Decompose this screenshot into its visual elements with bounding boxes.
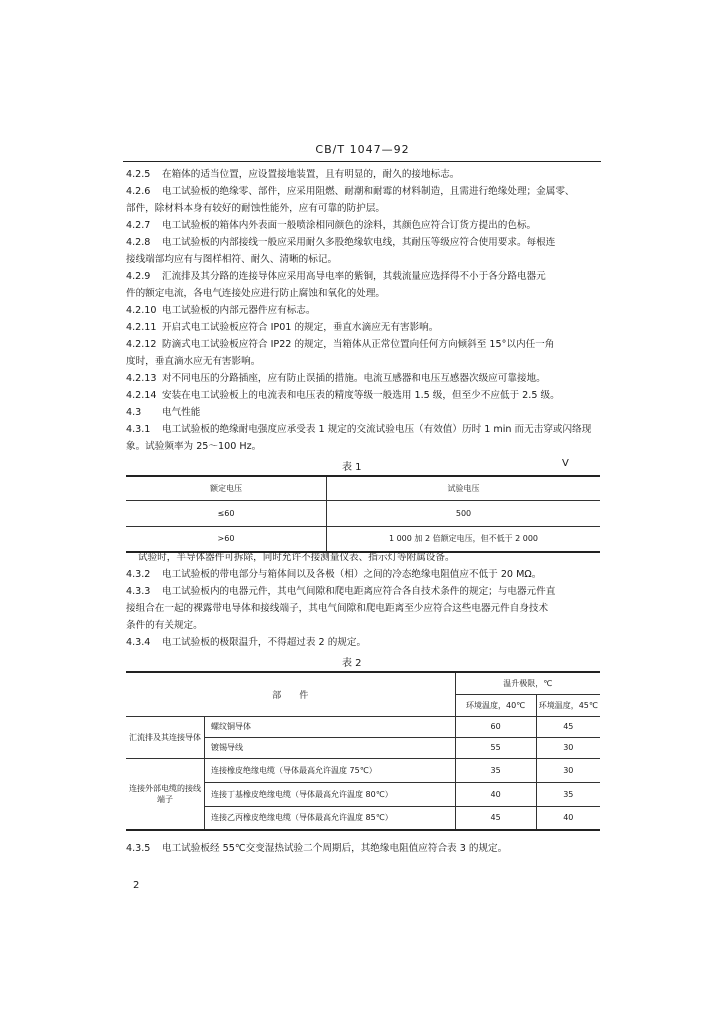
clause-text: 度时，垂直滴水应无有害影响。	[126, 356, 261, 367]
body-text-section-2	[126, 549, 610, 651]
clause-line	[126, 566, 598, 583]
table2-header-temp-rise: 温升极限，℃	[455, 672, 600, 694]
clause-number: 4.2.10	[126, 305, 157, 316]
table1-unit: V	[562, 458, 569, 469]
table2-cell: 40	[536, 806, 600, 830]
clause-number: 4.2.5	[126, 169, 151, 180]
clause-number: 4.3.5	[126, 843, 151, 854]
clause-text: 电工试验板内的电器元件，其电气间隙和爬电距离应符合各自技术条件的规定；与电器元件直	[162, 586, 556, 597]
clause-line	[126, 166, 598, 183]
table2-cell: 55	[455, 737, 536, 758]
clause-number: 4.2.9	[126, 271, 151, 282]
clause-number: 4.2.12	[126, 339, 157, 350]
table2-header-part: 部 件	[126, 672, 455, 716]
clause-text: 电工试验板的内部元器件应有标志。	[162, 305, 316, 316]
clause-number: 4.2.14	[126, 390, 157, 401]
clause-number: 4.2.11	[126, 322, 157, 333]
clause-number: 4.3	[126, 407, 142, 418]
header-rule	[123, 161, 601, 162]
body-text-section-1	[126, 166, 598, 455]
table2-cell: 60	[455, 716, 536, 737]
clause-text: 安装在电工试验板上的电流表和电压表的精度等级一般选用 1.5 级，但至少不应低于 2.5 级。	[162, 390, 560, 401]
clause-line	[126, 387, 598, 404]
page-number: 2	[133, 880, 140, 891]
table2-row-label: 连接丁基橡皮绝缘电缆（导体最高允许温度 80℃）	[205, 782, 456, 806]
table2-caption: 表 2	[342, 658, 362, 669]
clause-line	[126, 268, 598, 285]
clause-line	[126, 217, 598, 234]
clause-continuation-line	[126, 285, 598, 302]
clause-line	[126, 370, 598, 387]
clause-line	[126, 234, 598, 251]
table2-cell: 35	[455, 758, 536, 782]
clause-text: 防滴式电工试验板应符合 IP22 的规定，当箱体从正常位置向任何方向倾斜至 15°以内任一角	[162, 339, 555, 350]
clause-number: 4.2.6	[126, 186, 151, 197]
clause-number: 4.3.4	[126, 637, 151, 648]
table2-cell: 30	[536, 758, 600, 782]
table2-group-terminals: 连接外部电缆的接线端子	[126, 758, 205, 830]
clause-line	[126, 549, 610, 566]
table2-cell: 45	[536, 716, 600, 737]
clause-line	[126, 634, 598, 651]
table2-row-label: 连接橡皮绝缘电缆（导体最高允许温度 75℃）	[205, 758, 456, 782]
clause-number: 4.3.3	[126, 586, 151, 597]
clause-continuation-line	[126, 200, 598, 217]
clause-text: 电工试验板的极限温升，不得超过表 2 的规定。	[162, 637, 367, 648]
clause-line	[126, 336, 598, 353]
clause-continuation-line	[126, 438, 598, 455]
table1-cell: 500	[327, 500, 601, 526]
clause-text: 接组合在一起的裸露带电导体和接线端子，其电气间隙和爬电距离至少应符合这些电器元件自身技术	[126, 603, 549, 614]
clause-text: 条件的有关规定。	[126, 620, 203, 631]
clause-number: 4.3.2	[126, 569, 151, 580]
table2-row-label: 螺纹铜导体	[205, 716, 456, 737]
clause-number: 4.2.13	[126, 373, 157, 384]
table2-header-env-40: 环境温度，40℃	[455, 694, 536, 716]
clause-line	[126, 302, 598, 319]
table1-cell: 1 000 加 2 倍额定电压，但不低于 2 000	[327, 526, 601, 552]
clause-continuation-line	[126, 600, 598, 617]
table1-header-rated-voltage: 额定电压	[126, 476, 327, 500]
clause-text: 电工试验板的箱体内外表面一般喷涂相同颜色的涂料，其颜色应符合订货方提出的色标。	[162, 220, 537, 231]
clause-text: 象。试验频率为 25～100 Hz。	[126, 441, 262, 452]
clause-text: 试验时，半导体器件可拆除，同时允许不接测量仪表、指示灯等附属设备。	[138, 552, 455, 563]
clause-text: 件的额定电流，各电气连接处应进行防止腐蚀和氧化的处理。	[126, 288, 386, 299]
table2-row-label: 连接乙丙橡皮绝缘电缆（导体最高允许温度 85℃）	[205, 806, 456, 830]
clause-line	[126, 421, 598, 438]
clause-line	[126, 583, 598, 600]
clause-line	[126, 183, 598, 200]
table1-cell: ≤60	[126, 500, 327, 526]
table1	[126, 475, 600, 553]
table2-cell: 45	[455, 806, 536, 830]
clause-number: 4.2.7	[126, 220, 151, 231]
clause-text: 电气性能	[162, 407, 201, 418]
clause-text: 接线端部均应有与图样相符、耐久、清晰的标记。	[126, 254, 338, 265]
clause-text: 部件，除材料本身有较好的耐蚀性能外，应有可靠的防护层。	[126, 203, 386, 214]
table2-cell: 35	[536, 782, 600, 806]
clause-text: 电工试验板经 55℃交变湿热试验二个周期后，其绝缘电阻值应符合表 3 的规定。	[162, 843, 508, 854]
clause-text: 汇流排及其分路的连接导体应采用高导电率的紫铜，其载流量应选择得不小于各分路电器元	[162, 271, 546, 282]
clause-line	[126, 319, 598, 336]
clause-line	[126, 404, 598, 421]
clause-continuation-line	[126, 353, 598, 370]
paragraph-4-3-5	[126, 840, 598, 857]
clause-text: 电工试验板的绝缘耐电强度应承受表 1 规定的交流试验电压（有效值）历时 1 min 而无击穿或闪络现	[162, 424, 592, 435]
table2-cell: 30	[536, 737, 600, 758]
table2-group-busbar: 汇流排及其连接导体	[126, 716, 205, 758]
table2-row-label: 镀锡导线	[205, 737, 456, 758]
clause-text: 电工试验板的带电部分与箱体间以及各极（相）之间的冷态绝缘电阻值应不低于 20 MΩ。	[162, 569, 542, 580]
table2	[126, 671, 600, 831]
clause-text: 在箱体的适当位置，应设置接地装置，且有明显的，耐久的接地标志。	[162, 169, 460, 180]
clause-number: 4.2.8	[126, 237, 151, 248]
table1-header-test-voltage: 试验电压	[327, 476, 601, 500]
clause-continuation-line	[126, 251, 598, 268]
table1-caption: 表 1	[342, 462, 362, 473]
table1-cell: >60	[126, 526, 327, 552]
document-code: CB/T 1047—92	[315, 143, 410, 156]
clause-text: 对不同电压的分路插座，应有防止误插的措施。电流互感器和电压互感器次级应可靠接地。	[162, 373, 546, 384]
table2-header-env-45: 环境温度，45℃	[536, 694, 600, 716]
clause-text: 电工试验板的绝缘零、部件，应采用阻燃、耐潮和耐霉的材料制造，且需进行绝缘处理；金属零、	[162, 186, 575, 197]
clause-text: 开启式电工试验板应符合 IP01 的规定，垂直水滴应无有害影响。	[162, 322, 439, 333]
clause-text: 电工试验板的内部接线一般应采用耐久多股绝缘软电线，其耐压等级应符合使用要求。每根连	[162, 237, 556, 248]
table2-cell: 40	[455, 782, 536, 806]
clause-continuation-line	[126, 617, 598, 634]
clause-number: 4.3.1	[126, 424, 151, 435]
